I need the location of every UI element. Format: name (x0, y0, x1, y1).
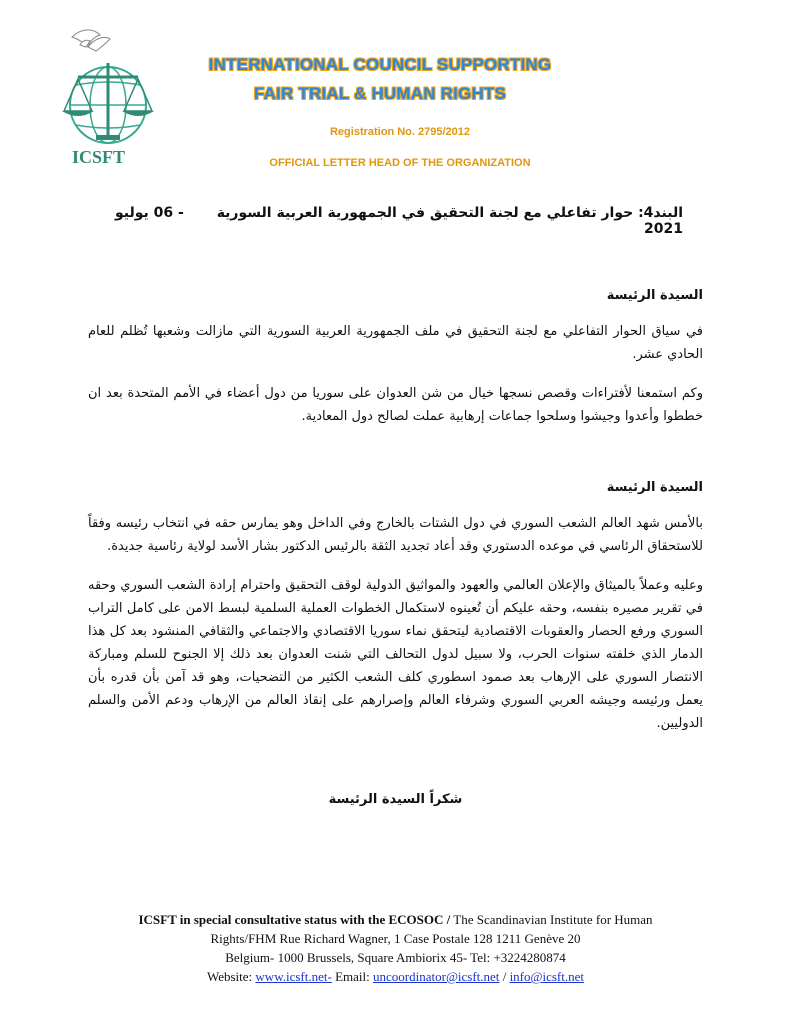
heading-date: - 06 يوليو 2021 (114, 205, 683, 237)
paragraph-4: وعليه وعملاً بالميثاق والإعلان العالمي والعهود والمواثيق الدولية لوقف التحقيق واحترام إرادة الشعب السوري وحقه في تقرير مصيره بنفسه، وحقه عليكم أن تُعينوه لاستكمال الخطوات العملية السلمية لبسط الامن على كامل التراب السوري ورفع الحصار والعقوبات الاقتصادية ليتحقق نماء سوريا الاقتصادي والاجتماعي والثقافي المنشود بعد كل هذا الدمار الذي خلفته سنوات الحرب، ولا سبيل لدول التحالف التي شنت العدوان بعد ذلك إلا الجنوح للسلم ومباركة الانتصار السوري على الإرهاب بعد صمود اسطوري كلف الشعب الكثير من التضحيات، وهو قد آمن بأن قدره بأن يعمل ورئيسه وجيشه العربي السوري وشرفاء العالم وإصرارهم على إنقاذ العالم من الإرهاب ودعم الأمن والسلم الدوليين. (88, 578, 703, 731)
footer-line-2: Rights/FHM Rue Richard Wagner, 1 Case Postale 128 1211 Genève 20 (210, 931, 581, 946)
paragraph-3: بالأمس شهد العالم الشعب السوري في دول الشتات بالخارج وفي الداخل وهو يمارس حقه في انتخاب رئيسه وفقاً للاستحقاق الرئاسي في موعده الدستوري وقد أعاد تجديد الثقة بالرئيس الدكتور بشار الأسد لولاية رئاسية جديدة. (88, 516, 703, 554)
salutation-1: السيدة الرئيسة (606, 288, 703, 303)
footer (70, 910, 721, 986)
logo-text: ICSFT (72, 147, 126, 167)
email-label: Email: (331, 969, 374, 984)
salutation-2: السيدة الرئيسة (606, 480, 703, 495)
org-name-line1: INTERNATIONAL COUNCIL SUPPORTING (208, 55, 552, 74)
email-separator: / (499, 969, 510, 984)
email-link-coordinator[interactable]: uncoordinator@icsft.net (373, 969, 500, 984)
registration-number: Registration No. 2795/2012 (329, 126, 470, 138)
heading-title: البند4: حوار تفاعلي مع لجنة التحقيق في الجمهورية العربية السورية (216, 205, 683, 221)
footer-institute: The Scandinavian Institute for Human (450, 912, 653, 927)
org-name-line2: FAIR TRIAL & HUMAN RIGHTS (253, 84, 507, 103)
website-link[interactable]: www.icsft.net- (255, 969, 332, 984)
paragraph-1: في سياق الحوار التفاعلي مع لجنة التحقيق في ملف الجمهورية العربية السورية التي مازالت وشعبها تُظلم للعام الحادي عشر. (88, 324, 703, 362)
letter-heading (90, 205, 683, 237)
email-link-info[interactable]: info@icsft.net (509, 969, 584, 984)
paragraph-2: وكم استمعنا لأفتراءات وقصص نسجها خيال من شن العدوان على سوريا من دول أعضاء في الأمم المتحدة بعد ان خططوا وأعدوا وجيشوا وسلحوا جماعات إرهابية عملت لصالح دول المعادية. (88, 386, 703, 424)
footer-line-1 (70, 910, 721, 929)
official-letterhead-label: OFFICIAL LETTER HEAD OF THE ORGANIZATION (269, 157, 531, 169)
footer-line-4 (70, 967, 721, 986)
website-label: Website: (207, 969, 256, 984)
footer-ecosoc-status: ICSFT in special consultative status with the ECOSOC / (138, 912, 451, 927)
footer-line-3: Belgium- 1000 Brussels, Square Ambiorix 45- Tel: +3224280874 (225, 950, 566, 965)
closing-thanks: شكراً السيدة الرئيسة (328, 792, 463, 807)
